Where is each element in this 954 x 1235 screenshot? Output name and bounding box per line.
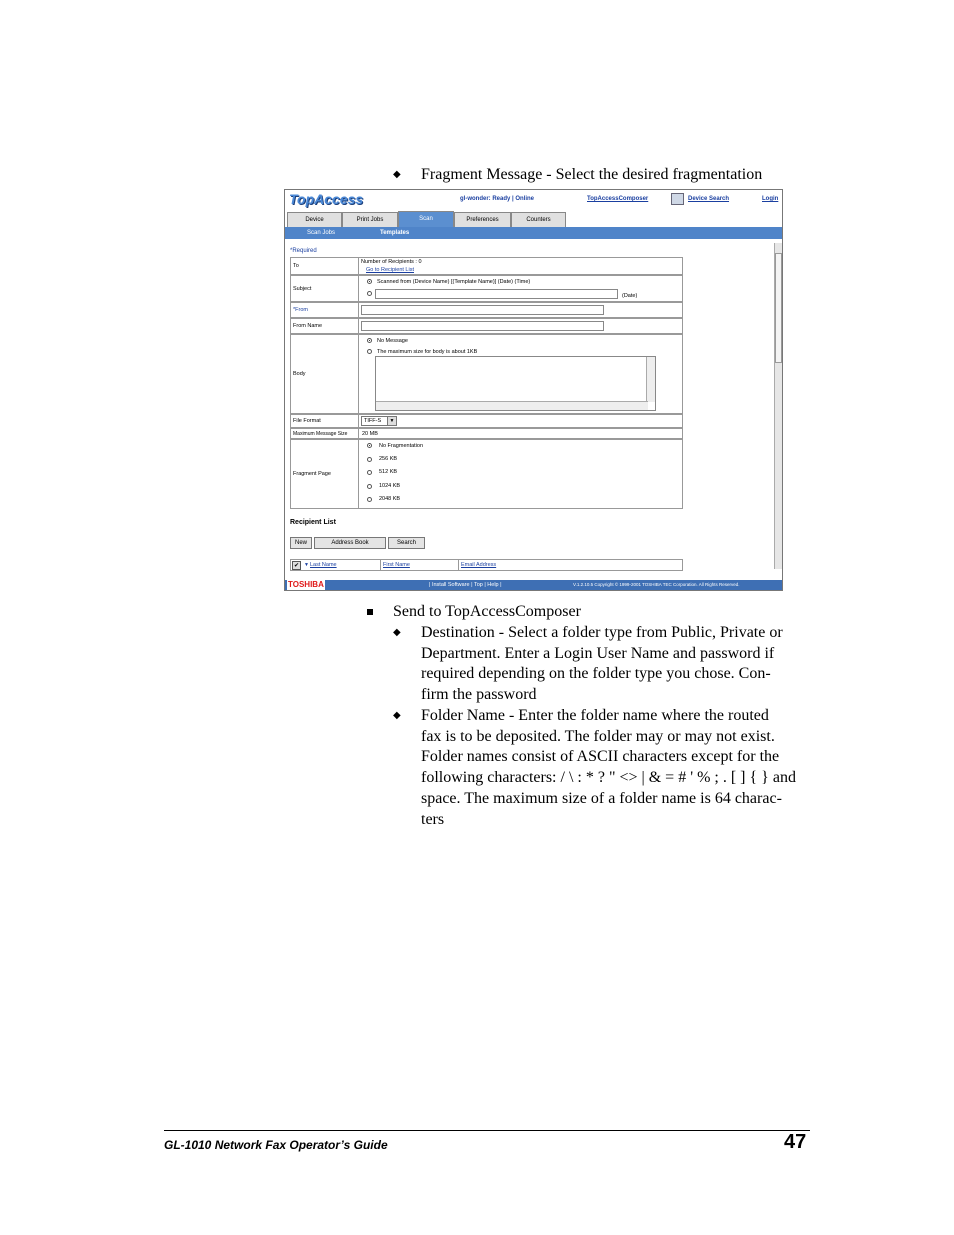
from-input[interactable] [361, 305, 604, 315]
fragment-label: Fragment Page [291, 440, 359, 508]
bullet-send-composer [393, 602, 581, 623]
subtab-templates[interactable]: Templates [380, 230, 410, 236]
subject-input[interactable] [375, 289, 618, 299]
subject-default-radio[interactable] [367, 279, 372, 284]
destination-line-2: Department. Enter a Login User Name and password if [421, 644, 775, 662]
col-last-name[interactable]: Last Name [310, 562, 337, 568]
diamond-bullet-icon: ◆ [393, 627, 401, 638]
diamond-bullet-icon: ◆ [393, 169, 401, 180]
topaccess-screenshot [284, 189, 783, 591]
file-format-select[interactable] [361, 416, 397, 426]
footer-title: GL-1010 Network Fax Operator’s Guide [164, 1138, 388, 1152]
diamond-bullet-icon: ◆ [393, 710, 401, 721]
device-status: gl-wonder: Ready | Online [460, 196, 535, 202]
max-size-label: Maximum Message Size [291, 429, 359, 438]
recipient-table-header [290, 559, 683, 571]
to-row [290, 257, 683, 275]
scroll-thumb[interactable] [775, 253, 782, 363]
goto-recipient-list-link[interactable]: Go to Recipient List [366, 267, 414, 273]
destination-line-3: required depending on the folder type you chose. Con- [421, 665, 771, 683]
square-bullet-icon [367, 609, 373, 615]
sort-icon: ▼ [304, 562, 309, 568]
fragment-row [290, 439, 683, 509]
recipient-list-heading: Recipient List [290, 519, 336, 526]
fragment-text-1024: 1024 KB [379, 483, 401, 489]
col-email-address[interactable]: Email Address [461, 562, 497, 568]
fragment-radio-512[interactable] [367, 470, 372, 475]
bullet-text: Fragment Message - Select the desired fragmentation [421, 166, 763, 183]
from-name-input[interactable] [361, 321, 604, 331]
col-first-name[interactable]: First Name [383, 562, 410, 568]
footer-links[interactable]: | Install Software | Top | Help | [429, 582, 502, 588]
fragment-radio-256[interactable] [367, 457, 372, 462]
login-link[interactable]: Login [762, 196, 779, 202]
recipients-count: Number of Recipients : 0 [361, 259, 422, 265]
footer-copyright: V.1.2.10.5 Copyright © 1999-2001 TOSHIBA TEC Corporation. All Rights Reserved. [573, 582, 740, 587]
page-number: 47 [784, 1131, 807, 1153]
destination-line-1: Destination - Select a folder type from Public, Private or [421, 624, 783, 641]
file-format-row [290, 414, 683, 428]
body-textarea[interactable] [375, 356, 656, 411]
required-note: *Required [290, 248, 317, 254]
file-format-value: TIFF-S [364, 418, 382, 424]
subject-custom-radio[interactable] [367, 291, 372, 296]
subject-label: Subject [291, 276, 359, 301]
body-custom-text: The maximum size for body is about 1KB [377, 349, 478, 355]
subtab-bar [285, 227, 782, 239]
body-label: Body [291, 335, 359, 413]
subject-default-text: Scanned from (Device Name) [(Template Name)] (Date) (Time) [377, 279, 531, 285]
fragment-text-none: No Fragmentation [379, 443, 424, 449]
subject-date-suffix: (Date) [622, 293, 638, 299]
folder-line-2: fax is to be deposited. The folder may or may not exist. [421, 727, 775, 745]
fragment-radio-none[interactable] [367, 443, 372, 448]
tab-print-jobs[interactable]: Print Jobs [342, 212, 398, 227]
new-button[interactable]: New [290, 537, 312, 549]
fragment-radio-2048[interactable] [367, 497, 372, 502]
max-size-value: 20 MB [362, 431, 378, 437]
body-row [290, 334, 683, 414]
topaccess-logo: TopAccess [289, 191, 364, 207]
folder-line-3: Folder names consist of ASCII characters except for the [421, 748, 780, 766]
file-format-label: File Format [291, 415, 359, 427]
fragment-text-256: 256 KB [379, 456, 398, 462]
folder-line-6: ters [421, 810, 445, 828]
footer-rule [164, 1130, 810, 1131]
subtab-scan-jobs[interactable]: Scan Jobs [307, 230, 336, 236]
from-row [290, 302, 683, 318]
folder-line-5: space. The maximum size of a folder name is 64 charac- [421, 789, 782, 807]
address-book-button[interactable]: Address Book [314, 537, 386, 549]
folder-line-4: following characters: / \ : * ? " <> | & = # ' % ; . [ ] { } and [421, 769, 796, 787]
textarea-vscroll[interactable] [646, 357, 655, 402]
tab-device[interactable]: Device [287, 212, 342, 227]
destination-line-4: firm the password [421, 686, 537, 704]
from-name-label: From Name [291, 319, 359, 333]
tab-counters[interactable]: Counters [511, 212, 566, 227]
bullet-folder-name [393, 706, 796, 830]
max-size-row [290, 428, 683, 439]
subject-row [290, 275, 683, 302]
folder-line-1: Folder Name - Enter the folder name where the routed [421, 707, 769, 724]
bullet-text: Send to TopAccessComposer [393, 603, 581, 620]
bullet-fragment-message [393, 165, 763, 186]
scrollbar[interactable] [774, 243, 782, 569]
from-name-row [290, 318, 683, 334]
chevron-down-icon[interactable]: ▼ [387, 417, 396, 425]
col-divider-1 [380, 560, 381, 570]
tab-scan[interactable]: Scan [398, 211, 454, 227]
to-label: To [291, 258, 359, 274]
col-divider-2 [458, 560, 459, 570]
textarea-hscroll[interactable] [376, 401, 648, 410]
tab-preferences[interactable]: Preferences [454, 212, 511, 227]
body-no-message-text: No Message [377, 338, 408, 344]
device-search-icon [671, 193, 684, 205]
composer-link[interactable]: TopAccessComposer [587, 196, 649, 202]
search-button[interactable]: Search [388, 537, 425, 549]
select-all-checkbox[interactable]: ✔ [293, 563, 300, 569]
body-no-message-radio[interactable] [367, 338, 372, 343]
fragment-text-512: 512 KB [379, 469, 398, 475]
body-custom-radio[interactable] [367, 349, 372, 354]
fragment-text-2048: 2048 KB [379, 496, 401, 502]
from-label: *From [291, 303, 359, 317]
toshiba-logo: TOSHIBA [288, 580, 324, 589]
bullet-destination [393, 623, 783, 706]
device-search-link[interactable]: Device Search [688, 196, 730, 202]
fragment-radio-1024[interactable] [367, 484, 372, 489]
